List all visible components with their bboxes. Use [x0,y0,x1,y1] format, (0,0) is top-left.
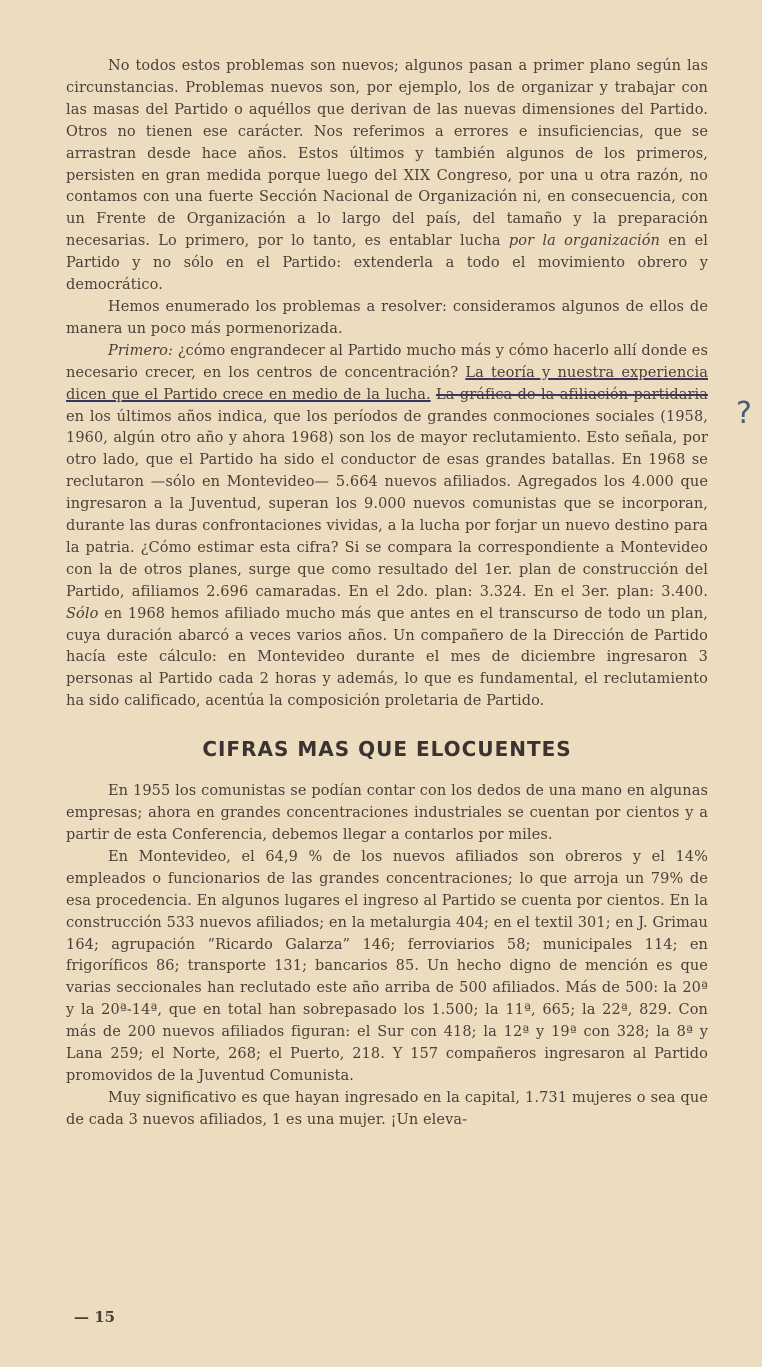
paragraph-1-end: en el Partido y no sólo en el Partido: extenderla a todo el movimiento obrero y democrático. [66,233,709,294]
paragraph-4: En 1955 los comunistas se podían contar con los dedos de una mano en algunas empresas; ahora en grandes concentraciones industriales se cuentan por cientos y a partir de esta Conferencia, debemos llegar a contarlos por miles. [66,783,708,843]
paragraph-3 [66,341,708,713]
paragraph-6: Muy significativo es que hayan ingresado en la capital, 1.731 mujeres o sea que de cada 3 nuevos afiliados, 1 es una mujer. ¡Un eleva- [66,1089,708,1128]
paragraph-1-italic: por la organización [508,233,660,250]
underlined-passage: La teoría y nuestra experiencia dicen que el Partido crece en medio de la lucha. [66,364,708,403]
paragraph-3-c: en 1968 hemos afiliado mucho más que antes en el transcurso de todo un plan, cuya duración abarcó a veces varios años. Un compañero de la Dirección de Partido hacía este cálculo: en Montevideo durante el mes de diciembre ingresaron 3 personas al Partido cada 2 horas y además, lo que es fundamental, el reclutamiento ha sido calificado, acentúa la composición proletaria de Partido. [66,605,708,710]
paragraph-1 [66,56,708,297]
page-number: — 15 [74,1308,116,1326]
paragraph-2: Hemos enumerado los problemas a resolver: consideramos algunos de ellos de manera un poco más pormenorizada. [66,298,708,337]
paragraph-3-lead: Primero: [108,342,174,359]
paragraph-3-italic: Sólo [66,605,99,622]
paragraph-3-b: en los últimos años indica, que los períodos de grandes conmociones sociales (1958, 1960, algún otro año y ahora 1968) son los de mayor reclutamiento. Esto señala, por otro lado, que el Partido ha sido el conductor de esas grandes batallas. En 1968 se reclutaron —sólo en Montevideo— 5.664 nuevos afiliados. Agregados los 4.000 que ingresaron a la Juventud, superan los 9.000 nuevos comunistas que se incorporan, durante las duras confrontaciones vividas, a la lucha por forjar un nuevo destino para la patria. ¿Cómo estimar esta cifra? Si se compara la correspondiente a Montevideo con la de otros planes, surge que como resultado del 1er. plan de construcción del Partido, afiliamos 2.696 camaradas. En el 2do. plan: 3.324. En el 3er. plan: 3.400. [66,408,708,600]
struck-passage: La gráfica de la afiliación partidaria [436,386,708,403]
page-body [66,56,708,1132]
handwritten-question-mark: ? [736,396,752,431]
paragraph-3-a: ¿cómo engrandecer al Partido mucho más y cómo hacerlo allí donde es necesario crecer, en los centros de concentración? [66,342,708,381]
section-heading: CIFRAS MAS QUE ELOCUENTES [202,737,572,762]
paragraph-5: En Montevideo, el 64,9 % de los nuevos afiliados son obreros y el 14% empleados o funcionarios de las grandes concentraciones; lo que arroja un 79% de esa procedencia. En algunos lugares el ingreso al Partido se cuenta por cientos. En la construcción 533 nuevos afiliados; en la metalurgia 404; en el textil 301; en J. Grimau 164; agrupación “Ricardo Galarza” 146; ferroviarios 58; municipales 114; en frigoríficos 86; transporte 131; bancarios 85. Un hecho digno de mención es que varias seccionales han reclutado este año arriba de 500 afiliados. Más de 500: la 20ª y la 20ª-14ª, que en total han sobrepasado los 1.500; la 11ª, 665; la 22ª, 829. Con más de 200 nuevos afiliados figuran: el Sur con 418; la 12ª y 19ª con 328; la 8ª y Lana 259; el Norte, 268; el Puerto, 218. Y 157 compañeros ingresaron al Partido promovidos de la Juventud Comunista. [66,848,708,1084]
paragraph-1-text: No todos estos problemas son nuevos; algunos pasan a primer plano según las circunstancias. Problemas nuevos son, por ejemplo, los de organizar y trabajar con las masas del Partido o aquéllos que derivan de las nuevas dimensiones del Partido. Otros no tienen ese carácter. Nos referimos a errores e insuficiencias, que se arrastran desde hace años. Estos últimos y también algunos de los primeros, persisten en gran medida porque luego del XIX Congreso, por una u otra razón, no contamos con una fuerte Sección Nacional de Organización ni, en consecuencia, con un Frente de Organización a lo largo del país, del tamaño y la preparación necesarias. Lo primero, por lo tanto, es entablar lucha [66,58,708,250]
